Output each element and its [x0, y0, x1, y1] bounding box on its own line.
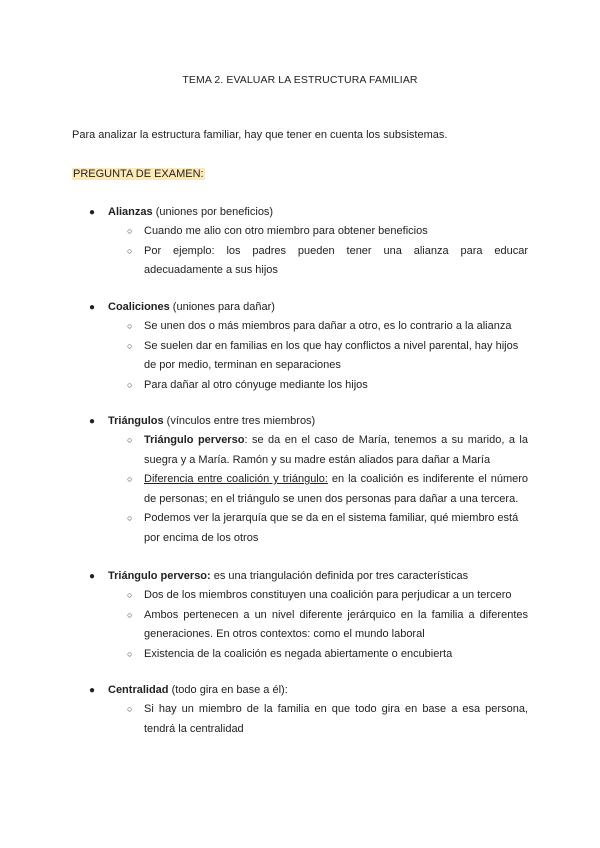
list-item: [72, 606, 528, 645]
circle-bullet-icon: ○: [127, 245, 133, 256]
section-centralidad: [72, 681, 528, 739]
list-item-text: en la coalición es indiferente el número de personas; en el triángulo se unen dos personas para dañar a una tercera.: [144, 473, 528, 505]
list-item: [72, 509, 528, 548]
circle-bullet-icon: ○: [127, 590, 133, 600]
section-desc: (uniones por beneficios): [152, 206, 274, 218]
list-item: [72, 337, 528, 376]
section-term: Alianzas: [108, 206, 153, 218]
bullet-icon: ●: [89, 207, 96, 218]
circle-bullet-icon: ○: [127, 609, 133, 620]
section-term: Coaliciones: [108, 301, 170, 313]
circle-bullet-icon: ○: [127, 704, 133, 714]
section-heading: [72, 203, 528, 222]
bullet-icon: ●: [89, 416, 96, 427]
list-item: [72, 645, 528, 665]
bullet-icon: ●: [89, 302, 96, 313]
circle-bullet-icon: ○: [127, 648, 133, 659]
list-item: [72, 242, 528, 281]
list-item-text: Para dañar al otro cónyuge mediante los hijos: [144, 378, 368, 391]
circle-bullet-icon: ○: [127, 379, 133, 390]
list-item-text: Se suelen dar en familias en los que hay conflictos a nivel parental, hay hijos de por medio, terminan en separaciones: [144, 339, 519, 371]
section-desc: (vínculos entre tres miembros): [163, 415, 316, 427]
list-item-text: Dos de los miembros constituyen una coalición para perjudicar a un tercero: [144, 589, 512, 601]
bullet-icon: ●: [89, 685, 96, 696]
list-item: [72, 470, 528, 509]
list-item-text: Por ejemplo: los padres pueden tener una alianza para educar adecuadamente a sus hijos: [144, 244, 528, 276]
list-item: [72, 222, 528, 242]
list-item: [72, 431, 528, 470]
section-term: Triángulos: [108, 415, 164, 427]
section-term: Centralidad: [108, 684, 169, 696]
section-heading: [72, 412, 528, 431]
section-coaliciones: [72, 298, 528, 395]
circle-bullet-icon: ○: [127, 474, 133, 484]
circle-bullet-icon: ○: [127, 321, 133, 331]
section-desc: (todo gira en base a él):: [168, 684, 288, 696]
section-triangulos: [72, 412, 528, 548]
section-desc: (uniones para dañar): [169, 301, 275, 313]
section-triangulo-perverso: [72, 567, 528, 664]
circle-bullet-icon: ○: [127, 226, 133, 236]
list-item-text: Podemos ver la jerarquía que se da en el sistema familiar, qué miembro está por encima de los otros: [144, 512, 519, 544]
list-item-underlined: Diferencia entre coalición y triángulo:: [144, 473, 328, 485]
list-item: [72, 700, 528, 739]
section-term: Triángulo perverso:: [108, 570, 211, 582]
list-item-bold: Triángulo perverso: [144, 434, 245, 446]
circle-bullet-icon: ○: [127, 513, 133, 523]
list-item-text: Existencia de la coalición es negada abiertamente o encubierta: [144, 647, 453, 660]
list-item-text: Se unen dos o más miembros para dañar a otro, es lo contrario a la alianza: [144, 320, 512, 332]
list-item-text: Ambos pertenecen a un nivel diferente jerárquico en la familia a diferentes generaciones. En otros contextos: como el mundo laboral: [144, 608, 528, 640]
section-heading: [72, 567, 528, 586]
exam-highlight-label: PREGUNTA DE EXAMEN:: [73, 168, 204, 180]
list-item-text: : se da en el caso de María, tenemos a su marido, a la suegra y a María. Ramón y su madre están aliados para dañar a María: [144, 434, 528, 466]
section-desc: es una triangulación definida por tres características: [210, 570, 469, 582]
intro-paragraph: Para analizar la estructura familiar, hay que tener en cuenta los subsistemas.: [72, 129, 448, 141]
section-heading: [72, 298, 528, 317]
list-item: [72, 376, 528, 396]
list-item-text: Cuando me alio con otro miembro para obtener beneficios: [144, 225, 428, 237]
document-title: TEMA 2. EVALUAR LA ESTRUCTURA FAMILIAR: [182, 74, 418, 86]
circle-bullet-icon: ○: [127, 435, 133, 445]
list-item: [72, 586, 528, 606]
section-heading: [72, 681, 528, 700]
section-alianzas: [72, 203, 528, 281]
bullet-icon: ●: [89, 571, 96, 582]
list-item-text: Si hay un miembro de la familia en que todo gira en base a esa persona, tendrá la centralidad: [144, 703, 528, 735]
list-item: [72, 317, 528, 337]
circle-bullet-icon: ○: [127, 340, 133, 351]
